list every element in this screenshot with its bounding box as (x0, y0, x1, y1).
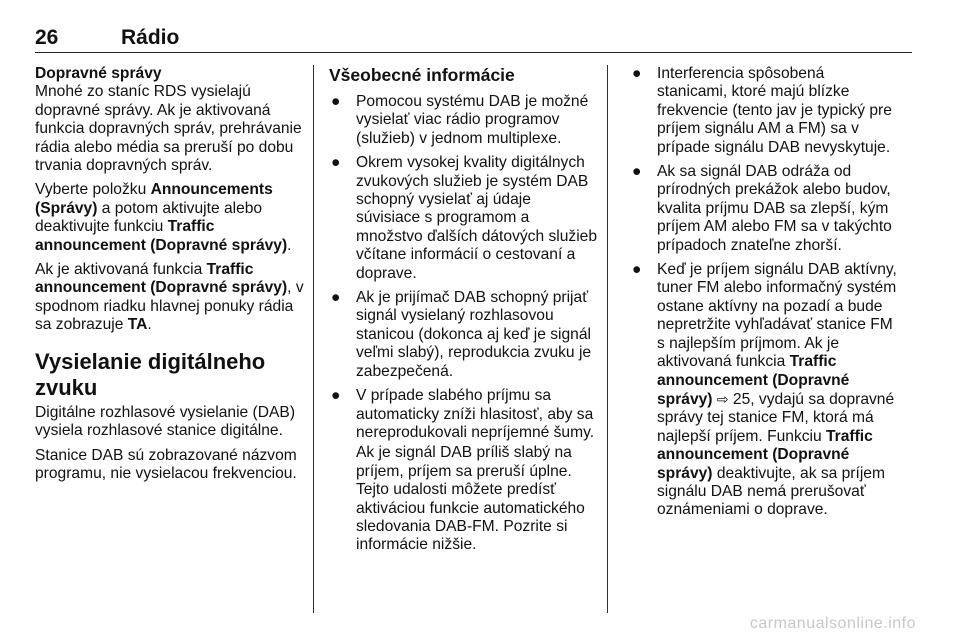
bullet-icon: ● (632, 163, 642, 181)
ta-indicator: TA (127, 316, 148, 334)
page-header (35, 26, 912, 53)
menu-term: Traffic announcement (Dopravné správy) (657, 427, 873, 482)
list-item: ● Okrem vysokej kvality digitálnych zvukových služieb je systém DAB schopný vysielať aj údaje súvisiace s programom a množstvo ďalších dátových služieb včítane informácií o cestovaní a doprave. (331, 154, 598, 282)
bullet-icon: ● (331, 154, 341, 172)
bullet-icon: ● (331, 387, 341, 405)
page-reference-arrow-icon[interactable]: ⇨ (716, 390, 729, 407)
page-number: 26 (35, 26, 59, 49)
list-item: ● Pomocou systému DAB je možné vysielať viac rádio programov (služieb) v jednom multiplexe. (331, 93, 589, 147)
paragraph-dab-intro: Digitálne rozhlasové vysielanie (DAB) vysiela rozhlasové stanice digitálne. (35, 403, 296, 440)
chapter-title: Rádio (121, 26, 180, 49)
list-item: ● Ak sa signál DAB odráža od prírodných prekážok alebo budov, kvalita príjmu DAB sa zlepší, kým príjem AM alebo FM sa v takýchto prípadoch znateľne zhorší. (632, 163, 892, 254)
list-item: ● Interferencia spôsobená stanicami, ktoré majú blízke frekvencie (tento jav je typický pre príjem signálu AM a FM) sa v prípade signálu DAB nevyskytuje. (632, 65, 892, 156)
bullet-icon: ● (331, 289, 341, 307)
bullet-icon: ● (632, 65, 642, 82)
general-info-list (329, 93, 597, 555)
column-2 (329, 65, 597, 561)
heading-dab: Vysielanie digitálneho zvuku (35, 348, 266, 400)
column-1 (35, 65, 307, 489)
menu-term: Traffic announcement (Dopravné správy) (35, 218, 288, 254)
paragraph-traffic-ta: Ak je aktivovaná funkcia Traffic announcement (Dopravné správy), v spodnom riadku hlavnej ponuky rádia sa zobrazuje TA. (35, 261, 304, 334)
paragraph-traffic-select: Vyberte položku Announcements (Správy) a potom aktivujte alebo deaktivujte funkciu Traffic announcement (Dopravné správy). (35, 181, 292, 254)
list-item: ● V prípade slabého príjmu sa automaticky zníži hlasitosť, aby sa nereprodukovali nepríjemné šumy. Ak je signál DAB príliš slabý na príjem, príjem sa preruší úplne. Tejto udalosti môžete predísť aktiváciou funkcie automatického sledovania DAB-FM. Pozrite si informácie nižšie. (329, 387, 597, 555)
column-3 (630, 65, 898, 526)
heading-traffic: Dopravné správy (35, 65, 162, 82)
column-divider-2 (607, 65, 608, 613)
dab-benefits-list (630, 65, 898, 520)
menu-term: Announcements (Správy) (35, 181, 273, 217)
menu-term: Traffic announcement (Dopravné správy) (35, 261, 288, 297)
list-item: ● Keď je príjem signálu DAB aktívny, tuner FM alebo informačný systém ostane aktívny na pozadí a bude nepretržite vyhľadávať stanice FM s najlepším príjmom. Ak je aktivovaná funkcia Traffic announcement (Dopravné správy) ⇨ 25, vydajú sa dopravné správy tej stanice FM, ktorá má najlepší príjem. Funkciu Traffic announcement (Dopravné správy) deaktivujte, ak sa príjem signálu DAB nemá prerušovať oznámeniami o doprave. (632, 261, 897, 519)
column-divider-1 (313, 65, 314, 613)
bullet-icon: ● (632, 261, 642, 279)
list-item-note: Ak je signál DAB príliš slabý na príjem, príjem sa preruší úplne. Tejto udalosti môžete predísť aktiváciou funkcie automatického sledovania DAB-FM. Pozrite si informácie nižšie. (356, 444, 585, 554)
heading-general-info: Všeobecné informácie (329, 65, 515, 85)
watermark: carmanualsonline.info (749, 615, 916, 632)
bullet-icon: ● (331, 93, 341, 110)
list-item: ● Ak je prijímač DAB schopný prijať signál vysielaný rozhlasovou stanicou (dokonca aj keď je signál veľmi slabý), reprodukcia zvuku je zabezpečená. (331, 289, 592, 380)
paragraph-traffic-intro: Mnohé zo staníc RDS vysielajú dopravné správy. Ak je aktivovaná funkcia dopravných správ, prehrávanie rádia alebo média sa preruší po dobu trvania dopravných správ. (35, 83, 302, 175)
paragraph-dab-stations: Stanice DAB sú zobrazované názvom programu, nie vysielacou frekvenciou. (35, 446, 297, 482)
menu-term: Traffic announcement (Dopravné správy) (657, 353, 850, 408)
